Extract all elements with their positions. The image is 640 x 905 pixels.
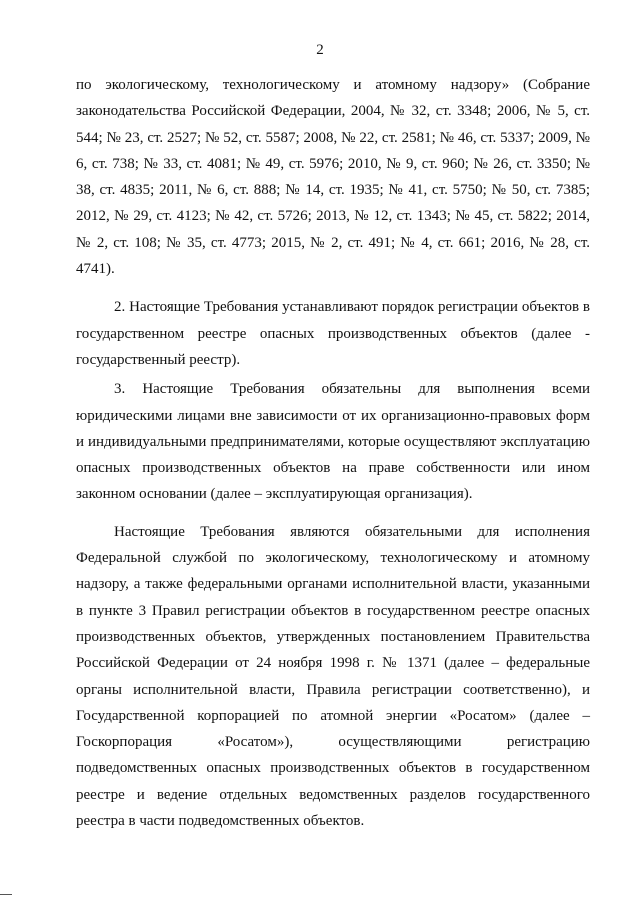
scan-edge-mark <box>0 894 12 905</box>
page-number: 2 <box>316 42 324 58</box>
paragraph-item-2: 2. Настоящие Требования устанавливают порядок регистрации объектов в государственном реестре опасных производственных объектов (далее - государственный реестр). <box>76 299 590 368</box>
paragraph-continuation: по экологическому, технологическому и атомному надзору» (Собрание законодательства Российской Федерации, 2004, № 32, ст. 3348; 2006, № 5, ст. 544; № 23, ст. 2527; № 52, ст. 5587; 2008, № 22, ст. 2581; № 46, ст. 5337; 2009, № 6, ст. 738; № 33, ст. 4081; № 49, ст. 5976; 2010, № 9, ст. 960; № 26, ст. 3350; № 38, ст. 4835; 2011, № 6, ст. 888; № 14, ст. 1935; № 41, ст. 5750; № 50, ст. 7385; 2012, № 29, ст. 4123; № 42, ст. 5726; 2013, № 12, ст. 1343; № 45, ст. 5822; 2014, № 2, ст. 108; № 35, ст. 4773; 2015, № 2, ст. 491; № 4, ст. 661; 2016, № 28, ст. 4741). <box>76 77 590 278</box>
paragraph-requirements-obligation: Настоящие Требования являются обязательными для исполнения Федеральной службой по экологическому, технологическому и атомному надзору, а также федеральными органами исполнительной власти, указанными в пункте 3 Правил регистрации объектов в государственном реестре опасных производственных объектов, утвержденных постановлением Правительства Российской Федерации от 24 ноября 1998 г. № 1371 (далее – федеральные органы исполнительной власти, Правила регистрации соответственно), и Государственной корпорацией по атомной энергии «Росатом» (далее – Госкорпорация «Росатом»), осуществляющими регистрацию подведомственных опасных производственных объектов в государственном реестре и ведение отдельных ведомственных разделов государственного реестра в части подведомственных объектов. <box>76 523 590 830</box>
document-body <box>76 72 590 834</box>
paragraph-item-3: 3. Настоящие Требования обязательны для выполнения всеми юридическими лицами вне зависимости от их организационно-правовых форм и индивидуальными предпринимателями, которые осуществляют эксплуатацию опасных производственных объектов на праве собственности или ином законном основании (далее – эксплуатирующая организация). <box>76 381 590 503</box>
